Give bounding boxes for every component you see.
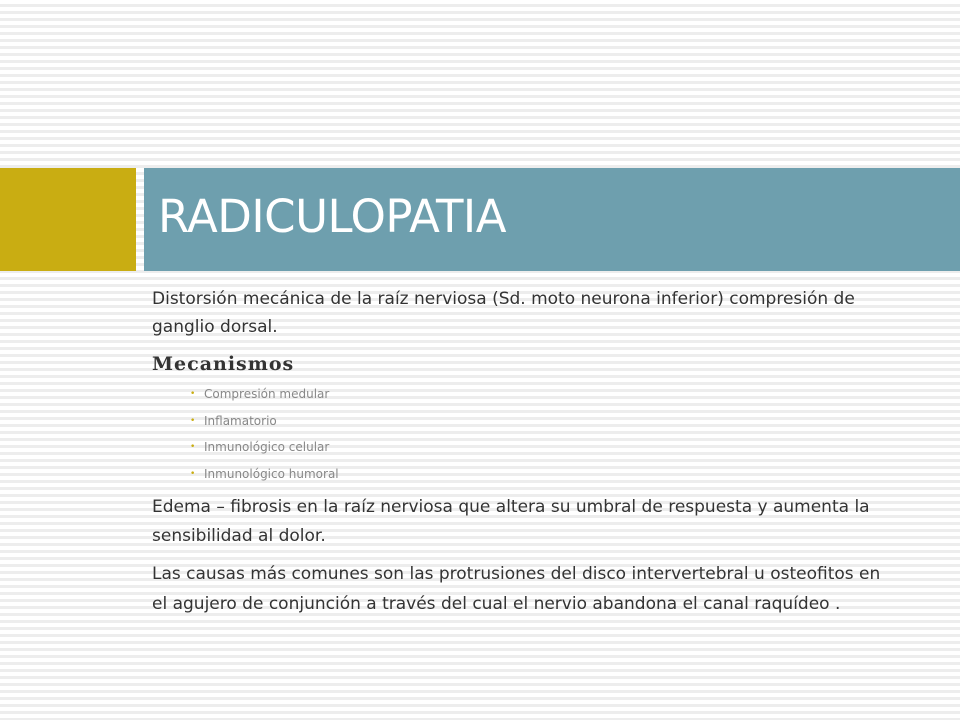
title-bar	[144, 168, 960, 271]
causes-paragraph: Las causas más comunes son las protrusiones del disco intervertebral u osteofitos en el agujero de conjunción a través del cual el nervio abandona el canal raquídeo .	[152, 564, 881, 614]
mechanisms-heading: Mecanismos	[152, 353, 295, 375]
list-item	[190, 408, 892, 435]
mechanisms-list	[152, 381, 892, 487]
edema-paragraph: Edema – fibrosis en la raíz nerviosa que altera su umbral de respuesta y aumenta la sensibilidad al dolor.	[152, 497, 870, 546]
slide-title: RADICULOPATIA	[158, 190, 506, 243]
bullet-icon: •	[190, 468, 196, 479]
bullet-icon: •	[190, 442, 196, 452]
accent-block	[0, 168, 136, 271]
bullet-icon: •	[190, 415, 196, 426]
bullet-icon: •	[190, 389, 196, 399]
list-item	[190, 381, 892, 408]
intro-paragraph: Distorsión mecánica de la raíz nerviosa (Sd. moto neurona inferior) compresión de ganglio dorsal.	[152, 289, 855, 337]
list-item-label: Inflamatorio	[204, 413, 277, 428]
list-item	[190, 461, 892, 488]
list-item-label: Inmunológico humoral	[204, 466, 339, 481]
list-item-label: Inmunológico celular	[204, 440, 330, 454]
list-item-label: Compresión medular	[204, 387, 330, 401]
slide-content	[152, 285, 892, 619]
list-item	[190, 434, 892, 461]
